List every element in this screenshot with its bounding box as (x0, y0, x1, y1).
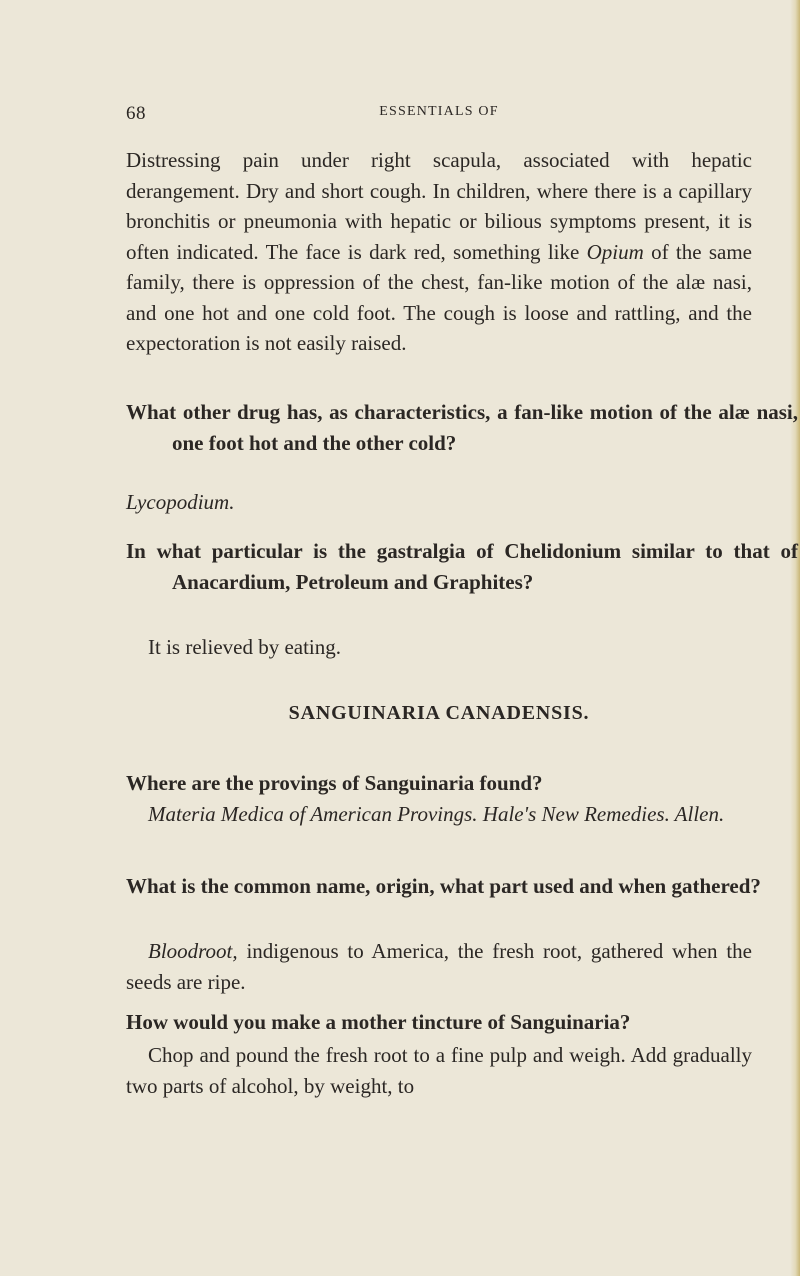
intro-emphasis: Opium (586, 239, 644, 264)
question-3: Where are the provings of Sanguinaria found? (126, 771, 543, 795)
page-number: 68 (126, 103, 146, 124)
answer-4-common-name: Bloodroot, (148, 939, 238, 963)
answer-3-source-1: Materia Medica of American Provings. (148, 802, 478, 826)
running-head: ESSENTIALS OF (379, 104, 499, 119)
answer-3 (126, 799, 752, 830)
page-edge (790, 0, 800, 1276)
answer-5: Chop and pound the fresh root to a fine pulp and weigh. Add gradually two parts of alcohol, by weight, to (126, 1043, 752, 1098)
page-header (126, 103, 752, 129)
intro-text-b: of the same family, there is oppression of the chest, fan-like motion of the alæ nasi, and one hot and one cold foot. The cough is loose and rattling, and the expectoration is not easily raised. (126, 239, 752, 355)
section-heading: SANGUINARIA CANADENSIS. (288, 702, 590, 724)
answer-1: Lycopodium. (126, 490, 235, 514)
answer-2: It is relieved by eating. (148, 635, 342, 659)
question-5: How would you make a mother tincture of Sanguinaria? (126, 1010, 631, 1034)
intro-text-a: Distressing pain under right scapula, associated with hepatic derangement. Dry and short cough. In children, where there is a capillary bronchitis or pneumonia with hepatic or bilious symptoms present, it is often indicated. The face is dark red, something like (126, 148, 752, 264)
intro-paragraph (126, 145, 752, 359)
answer-4 (126, 936, 752, 997)
answer-3-source-2: Hale's New Remedies. Allen. (482, 802, 725, 826)
question-2: In what particular is the gastralgia of Chelidonium similar to that of Anacardium, Petroleum and Graphites? (126, 539, 798, 594)
question-4: What is the common name, origin, what part used and when gathered? (126, 874, 761, 898)
question-1: What other drug has, as characteristics, a fan-like motion of the alæ nasi, one foot hot and the other cold? (126, 400, 798, 455)
answer-4-text: indigenous to America, the fresh root, gathered when the seeds are ripe. (126, 939, 752, 994)
